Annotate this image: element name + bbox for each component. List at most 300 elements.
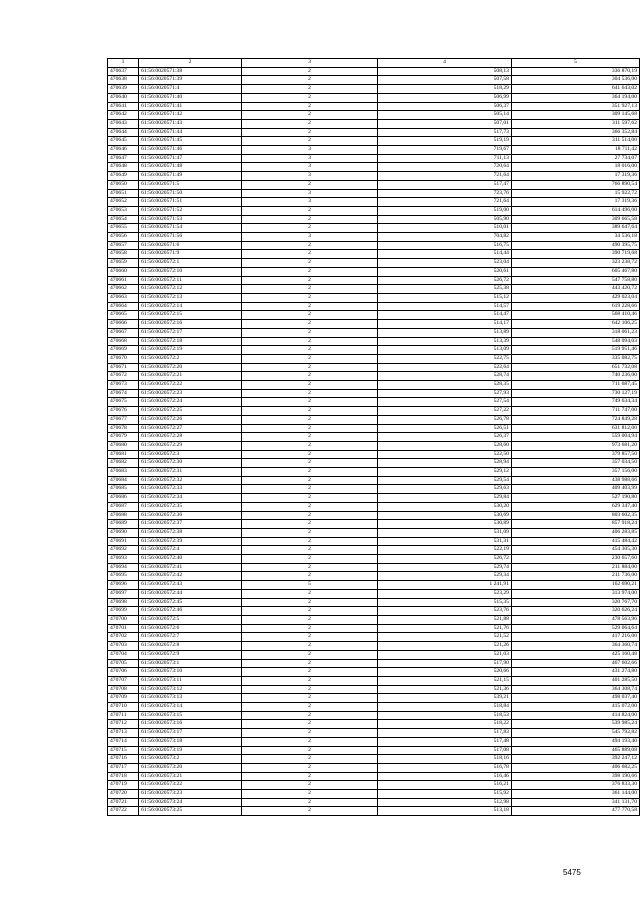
category-cell: 2	[241, 563, 377, 572]
table-row	[108, 85, 640, 94]
area-cell: 516,78	[378, 763, 512, 772]
cadastral-number-cell: 61:56:0020572:21	[139, 372, 242, 381]
cadastral-number-cell: 61:56:0020571:49	[139, 172, 242, 181]
table-row	[108, 206, 640, 215]
area-cell: 517,83	[378, 729, 512, 738]
value-cell: 414 824,00	[511, 711, 639, 720]
cadastral-number-cell: 61:56:0020573:25	[139, 807, 242, 816]
table-row	[108, 346, 640, 355]
cadastral-number-cell: 61:56:0020572:20	[139, 363, 242, 372]
area-cell: 519,00	[378, 206, 512, 215]
area-cell: 507,01	[378, 119, 512, 128]
area-cell: 522,50	[378, 450, 512, 459]
value-cell: 467 602,66	[511, 659, 639, 668]
cadastral-number-cell: 61:56:0020572:43	[139, 581, 242, 590]
value-cell: 803 602,35	[511, 511, 639, 520]
area-cell: 704,82	[378, 233, 512, 242]
area-cell: 512,98	[378, 798, 512, 807]
area-cell: 527,22	[378, 407, 512, 416]
value-cell: 304 536,00	[511, 76, 639, 85]
row-id-cell: 470709	[108, 694, 139, 703]
table-row	[108, 276, 640, 285]
value-cell: 539 985,24	[511, 720, 639, 729]
row-id-cell: 470669	[108, 346, 139, 355]
category-cell: 2	[241, 407, 377, 416]
row-id-cell: 470686	[108, 494, 139, 503]
cadastral-number-cell: 61:56:0020573:1	[139, 659, 242, 668]
category-cell: 2	[241, 259, 377, 268]
area-cell: 521,36	[378, 685, 512, 694]
value-cell: 357 034,50	[511, 459, 639, 468]
category-cell: 2	[241, 102, 377, 111]
row-id-cell: 470694	[108, 563, 139, 572]
cadastral-number-cell: 61:56:0020572:17	[139, 328, 242, 337]
value-cell: 438 988,66	[511, 476, 639, 485]
value-cell: 311 514,00	[511, 137, 639, 146]
category-cell: 2	[241, 711, 377, 720]
cadastral-number-cell: 61:56:0020572:25	[139, 407, 242, 416]
area-cell: 721,64	[378, 172, 512, 181]
area-cell: 515,12	[378, 293, 512, 302]
cadastral-number-cell: 61:56:0020572:35	[139, 502, 242, 511]
table-row	[108, 616, 640, 625]
value-cell: 364 194,00	[511, 93, 639, 102]
row-id-cell: 470677	[108, 415, 139, 424]
cadastral-number-cell: 61:56:0020572:6	[139, 624, 242, 633]
category-cell: 2	[241, 528, 377, 537]
table-row	[108, 711, 640, 720]
cadastral-number-cell: 61:56:0020571:40	[139, 93, 242, 102]
category-cell: 2	[241, 389, 377, 398]
category-cell: 3	[241, 172, 377, 181]
category-cell: 2	[241, 267, 377, 276]
cadastral-number-cell: 61:56:0020571:44	[139, 128, 242, 137]
area-cell: 517,47	[378, 180, 512, 189]
value-cell: 724 849,28	[511, 415, 639, 424]
table-row	[108, 720, 640, 729]
row-id-cell: 470668	[108, 337, 139, 346]
cadastral-number-cell: 61:56:0020572:15	[139, 311, 242, 320]
cadastral-number-cell: 61:56:0020572:4	[139, 546, 242, 555]
category-cell: 2	[241, 328, 377, 337]
area-cell: 526,37	[378, 433, 512, 442]
table-row	[108, 659, 640, 668]
cadastral-number-cell: 61:56:0020571:4	[139, 85, 242, 94]
area-cell: 506,37	[378, 102, 512, 111]
category-cell: 2	[241, 459, 377, 468]
category-cell: 2	[241, 381, 377, 390]
area-cell: 505,14	[378, 111, 512, 120]
value-cell: 425 160,48	[511, 650, 639, 659]
header-col-4: 4	[378, 59, 512, 68]
cadastral-number-cell: 61:56:0020572:18	[139, 337, 242, 346]
value-cell: 431 274,80	[511, 668, 639, 677]
area-cell: 513,39	[378, 337, 512, 346]
cadastral-number-cell: 61:56:0020572:28	[139, 433, 242, 442]
table-row	[108, 293, 640, 302]
row-id-cell: 470666	[108, 320, 139, 329]
category-cell: 2	[241, 85, 377, 94]
table-row	[108, 67, 640, 76]
area-cell: 521,88	[378, 616, 512, 625]
category-cell: 2	[241, 76, 377, 85]
value-cell: 336 870,19	[511, 67, 639, 76]
cadastral-number-cell: 61:56:0020571:45	[139, 137, 242, 146]
table-row	[108, 337, 640, 346]
cadastral-number-cell: 61:56:0020572:9	[139, 650, 242, 659]
row-id-cell: 470700	[108, 616, 139, 625]
cadastral-number-cell: 61:56:0020573:18	[139, 737, 242, 746]
cadastral-number-cell: 61:56:0020572:22	[139, 381, 242, 390]
table-row	[108, 607, 640, 616]
cadastral-number-cell: 61:56:0020572:27	[139, 424, 242, 433]
table-row	[108, 250, 640, 259]
table-row	[108, 450, 640, 459]
row-id-cell: 470715	[108, 746, 139, 755]
area-cell: 513,18	[378, 807, 512, 816]
row-id-cell: 470697	[108, 589, 139, 598]
cadastral-number-cell: 61:56:0020572:1	[139, 259, 242, 268]
value-cell: 711 747,00	[511, 407, 639, 416]
value-cell: 406 283,85	[511, 528, 639, 537]
header-col-5: 5	[511, 59, 639, 68]
row-id-cell: 470711	[108, 711, 139, 720]
cadastral-number-cell: 61:56:0020571:50	[139, 189, 242, 198]
value-cell: 323 238,72	[511, 259, 639, 268]
cadastral-number-cell: 61:56:0020572:7	[139, 633, 242, 642]
category-cell: 3	[241, 163, 377, 172]
row-id-cell: 470708	[108, 685, 139, 694]
category-cell: 2	[241, 450, 377, 459]
area-cell: 528,74	[378, 372, 512, 381]
category-cell: 2	[241, 746, 377, 755]
value-cell: 494 193,40	[511, 737, 639, 746]
cadastral-number-cell: 61:56:0020571:9	[139, 250, 242, 259]
table-row	[108, 546, 640, 555]
cadastral-number-cell: 61:56:0020572:13	[139, 293, 242, 302]
header-col-2: 2	[139, 59, 242, 68]
value-cell: 443 420,72	[511, 285, 639, 294]
table-row	[108, 363, 640, 372]
cadastral-number-cell: 61:56:0020573:24	[139, 798, 242, 807]
row-id-cell: 470693	[108, 555, 139, 564]
value-cell: 415 072,00	[511, 703, 639, 712]
table-row	[108, 755, 640, 764]
value-cell: 17 319,36	[511, 198, 639, 207]
value-cell: 351 927,13	[511, 102, 639, 111]
value-cell: 527 190,80	[511, 494, 639, 503]
category-cell: 2	[241, 128, 377, 137]
category-cell: 3	[241, 146, 377, 155]
table-row	[108, 302, 640, 311]
category-cell: 2	[241, 354, 377, 363]
row-id-cell: 470704	[108, 650, 139, 659]
area-cell: 518,84	[378, 703, 512, 712]
cadastral-number-cell: 61:56:0020571:6	[139, 241, 242, 250]
cadastral-number-cell: 61:56:0020573:11	[139, 676, 242, 685]
value-cell: 749 634,34	[511, 398, 639, 407]
row-id-cell: 470680	[108, 441, 139, 450]
area-cell: 521,52	[378, 633, 512, 642]
category-cell: 2	[241, 737, 377, 746]
cadastral-number-cell: 61:56:0020573:2	[139, 755, 242, 764]
category-cell: 2	[241, 763, 377, 772]
category-cell: 2	[241, 642, 377, 651]
area-cell: 507,58	[378, 76, 512, 85]
category-cell: 2	[241, 685, 377, 694]
table-row	[108, 128, 640, 137]
area-cell: 521,26	[378, 642, 512, 651]
value-cell: 389 647,64	[511, 224, 639, 233]
area-cell: 523,29	[378, 589, 512, 598]
cadastral-number-cell: 61:56:0020572:40	[139, 555, 242, 564]
category-cell: 2	[241, 720, 377, 729]
row-id-cell: 470661	[108, 276, 139, 285]
row-id-cell: 470647	[108, 154, 139, 163]
table-row	[108, 328, 640, 337]
table-row	[108, 763, 640, 772]
table-header	[108, 59, 640, 68]
area-cell: 526,72	[378, 555, 512, 564]
value-cell: 320 767,70	[511, 598, 639, 607]
cadastral-number-cell: 61:56:0020571:53	[139, 215, 242, 224]
area-cell: 527,54	[378, 398, 512, 407]
value-cell: 629 347,40	[511, 502, 639, 511]
value-cell: 398 190,66	[511, 772, 639, 781]
value-cell: 376 833,30	[511, 781, 639, 790]
cadastral-number-cell: 61:56:0020572:29	[139, 441, 242, 450]
area-cell: 510,01	[378, 224, 512, 233]
value-cell: 27 734,07	[511, 154, 639, 163]
area-cell: 513,89	[378, 328, 512, 337]
row-id-cell: 470646	[108, 146, 139, 155]
value-cell: 364 360,74	[511, 642, 639, 651]
row-id-cell: 470721	[108, 798, 139, 807]
category-cell: 2	[241, 494, 377, 503]
category-cell: 2	[241, 633, 377, 642]
value-cell: 548 094,03	[511, 337, 639, 346]
row-id-cell: 470637	[108, 67, 139, 76]
category-cell: 2	[241, 676, 377, 685]
category-cell: 2	[241, 363, 377, 372]
area-cell: 530,69	[378, 511, 512, 520]
category-cell: 2	[241, 311, 377, 320]
value-cell: 318 061,23	[511, 328, 639, 337]
value-cell: 357 156,00	[511, 468, 639, 477]
cadastral-number-cell: 61:56:0020572:36	[139, 511, 242, 520]
category-cell: 2	[241, 398, 377, 407]
value-cell: 335 082,75	[511, 354, 639, 363]
cadastral-number-cell: 61:56:0020572:33	[139, 485, 242, 494]
cadastral-number-cell: 61:56:0020572:32	[139, 476, 242, 485]
cadastral-number-cell: 61:56:0020572:34	[139, 494, 242, 503]
area-cell: 522,75	[378, 354, 512, 363]
value-cell: 559 004,94	[511, 433, 639, 442]
table-row	[108, 494, 640, 503]
value-cell: 619 228,66	[511, 302, 639, 311]
category-cell: 2	[241, 372, 377, 381]
cadastral-number-cell: 61:56:0020572:3	[139, 450, 242, 459]
row-id-cell: 470703	[108, 642, 139, 651]
category-cell: 2	[241, 520, 377, 529]
area-cell: 519,19	[378, 137, 512, 146]
category-cell: 2	[241, 537, 377, 546]
cadastral-number-cell: 61:56:0020571:56	[139, 233, 242, 242]
category-cell: 2	[241, 320, 377, 329]
table-row	[108, 198, 640, 207]
cadastral-number-cell: 61:56:0020572:12	[139, 285, 242, 294]
row-id-cell: 470649	[108, 172, 139, 181]
category-cell: 2	[241, 285, 377, 294]
table-row	[108, 694, 640, 703]
row-id-cell: 470675	[108, 398, 139, 407]
category-cell: 2	[241, 502, 377, 511]
row-id-cell: 470684	[108, 476, 139, 485]
header-col-1: 1	[108, 59, 139, 68]
table-row	[108, 685, 640, 694]
table-body	[108, 67, 640, 815]
row-id-cell: 470678	[108, 424, 139, 433]
cadastral-number-cell: 61:56:0020572:45	[139, 598, 242, 607]
table-row	[108, 589, 640, 598]
category-cell: 2	[241, 616, 377, 625]
category-cell: 2	[241, 511, 377, 520]
area-cell: 530,20	[378, 502, 512, 511]
value-cell: 401 285,50	[511, 676, 639, 685]
row-id-cell: 470639	[108, 85, 139, 94]
cadastral-number-cell: 61:56:0020572:16	[139, 320, 242, 329]
table-row	[108, 642, 640, 651]
table-row	[108, 790, 640, 799]
row-id-cell: 470643	[108, 119, 139, 128]
table-row	[108, 520, 640, 529]
row-id-cell: 470691	[108, 537, 139, 546]
category-cell: 3	[241, 189, 377, 198]
table-row	[108, 676, 640, 685]
cadastral-number-cell: 61:56:0020571:46	[139, 146, 242, 155]
value-cell: 390 719,68	[511, 250, 639, 259]
value-cell: 605 467,80	[511, 267, 639, 276]
table-row	[108, 511, 640, 520]
table-row	[108, 137, 640, 146]
area-cell: 508,13	[378, 67, 512, 76]
category-cell: 2	[241, 441, 377, 450]
category-cell: 2	[241, 241, 377, 250]
area-cell: 522,64	[378, 363, 512, 372]
value-cell: 162 690,21	[511, 581, 639, 590]
area-cell: 513,09	[378, 346, 512, 355]
table-row	[108, 528, 640, 537]
row-id-cell: 470720	[108, 790, 139, 799]
table-row	[108, 320, 640, 329]
value-cell: 230 657,60	[511, 555, 639, 564]
cadastral-number-cell: 61:56:0020571:54	[139, 224, 242, 233]
category-cell: 2	[241, 293, 377, 302]
category-cell: 2	[241, 111, 377, 120]
value-cell: 478 563,96	[511, 616, 639, 625]
area-cell: 529,12	[378, 468, 512, 477]
row-id-cell: 470672	[108, 372, 139, 381]
area-cell: 721,64	[378, 198, 512, 207]
value-cell: 361 144,00	[511, 790, 639, 799]
category-cell: 2	[241, 337, 377, 346]
value-cell: 498 037,40	[511, 694, 639, 703]
area-cell: 527,93	[378, 389, 512, 398]
value-cell: 320 626,24	[511, 607, 639, 616]
cadastral-number-cell: 61:56:0020573:21	[139, 772, 242, 781]
value-cell: 545 792,82	[511, 729, 639, 738]
value-cell: 211 736,00	[511, 572, 639, 581]
table-row	[108, 398, 640, 407]
header-col-3: 3	[241, 59, 377, 68]
row-id-cell: 470681	[108, 450, 139, 459]
table-row	[108, 624, 640, 633]
category-cell: 2	[241, 790, 377, 799]
value-cell: 568 410,46	[511, 311, 639, 320]
value-cell: 311 597,62	[511, 119, 639, 128]
category-cell: 2	[241, 433, 377, 442]
value-cell: 415 484,42	[511, 537, 639, 546]
cadastral-number-cell: 61:56:0020572:46	[139, 607, 242, 616]
value-cell: 341 131,70	[511, 798, 639, 807]
area-cell: 529,74	[378, 563, 512, 572]
table-row	[108, 772, 640, 781]
cadastral-number-cell: 61:56:0020573:16	[139, 720, 242, 729]
cadastral-number-cell: 61:56:0020573:15	[139, 711, 242, 720]
category-cell: 2	[241, 598, 377, 607]
table-row	[108, 415, 640, 424]
cadastral-number-cell: 61:56:0020572:24	[139, 398, 242, 407]
area-cell: 516,75	[378, 241, 512, 250]
category-cell: 2	[241, 694, 377, 703]
value-cell: 740 236,00	[511, 372, 639, 381]
category-cell: 2	[241, 555, 377, 564]
row-id-cell: 470690	[108, 528, 139, 537]
category-cell: 5	[241, 581, 377, 590]
table-row	[108, 259, 640, 268]
area-cell: 719,67	[378, 146, 512, 155]
table-row	[108, 93, 640, 102]
area-cell: 518,29	[378, 85, 512, 94]
cadastral-number-cell: 61:56:0020573:17	[139, 729, 242, 738]
cadastral-number-cell: 61:56:0020572:8	[139, 642, 242, 651]
category-cell: 2	[241, 772, 377, 781]
area-cell: 529,63	[378, 485, 512, 494]
category-cell: 2	[241, 415, 377, 424]
cadastral-number-cell: 61:56:0020573:19	[139, 746, 242, 755]
table-row	[108, 563, 640, 572]
category-cell: 2	[241, 250, 377, 259]
area-cell: 505,90	[378, 215, 512, 224]
table-row	[108, 154, 640, 163]
cadastral-number-cell: 61:56:0020572:37	[139, 520, 242, 529]
cadastral-number-cell: 61:56:0020573:22	[139, 781, 242, 790]
table-row	[108, 163, 640, 172]
cadastral-number-cell: 61:56:0020572:19	[139, 346, 242, 355]
value-cell: 547 758,80	[511, 276, 639, 285]
value-cell: 529 064,64	[511, 624, 639, 633]
row-id-cell: 470689	[108, 520, 139, 529]
area-cell: 516,21	[378, 781, 512, 790]
category-cell: 2	[241, 485, 377, 494]
category-cell: 3	[241, 233, 377, 242]
row-id-cell: 470650	[108, 180, 139, 189]
row-id-cell: 470702	[108, 633, 139, 642]
table-row	[108, 485, 640, 494]
table-row	[108, 633, 640, 642]
cadastral-number-cell: 61:56:0020572:23	[139, 389, 242, 398]
cadastral-number-cell: 61:56:0020572:44	[139, 589, 242, 598]
